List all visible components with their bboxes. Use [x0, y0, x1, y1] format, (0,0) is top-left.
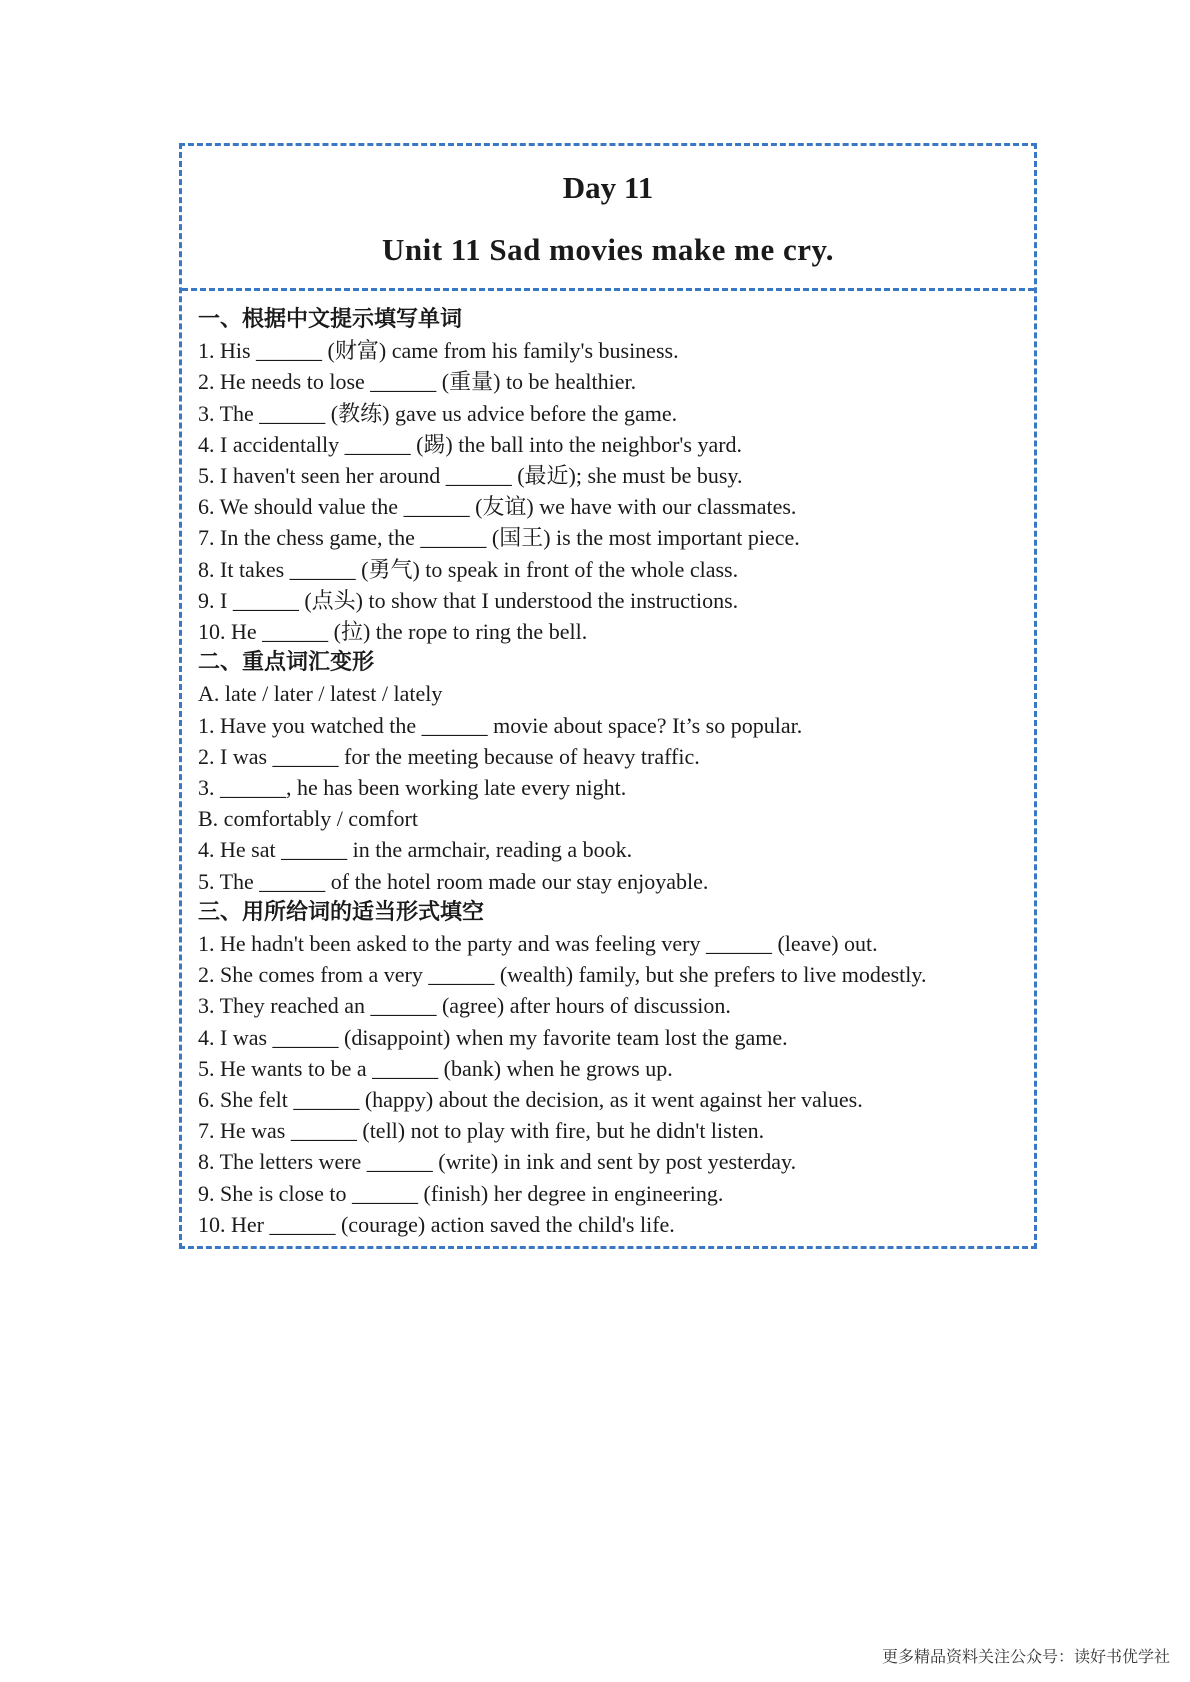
exercise-content	[198, 304, 1024, 1240]
footer-note: 更多精品资料关注公众号：读好书优学社	[881, 1647, 1170, 1666]
section3-item: 3. They reached an ______ (agree) after hours of discussion.	[198, 993, 731, 1019]
header-divider	[182, 288, 1034, 291]
section1-item: 4. I accidentally ______ (踢) the ball into the neighbor's yard.	[198, 431, 743, 457]
worksheet-frame	[179, 143, 1037, 1249]
section1-item: 8. It takes ______ (勇气) to speak in front of the whole class.	[198, 556, 739, 582]
section1-item: 1. His ______ (财富) came from his family's business.	[198, 338, 679, 364]
section1-item: 2. He needs to lose ______ (重量) to be healthier.	[198, 369, 637, 395]
section1-item: 10. He ______ (拉) the rope to ring the bell.	[198, 619, 588, 645]
section3-heading: 三、用所给词的适当形式填空	[198, 899, 485, 925]
section1-item: 3. The ______ (教练) gave us advice before the game.	[198, 400, 678, 426]
unit-title: Unit 11 Sad movies make me cry.	[381, 232, 835, 267]
section3-item: 6. She felt ______ (happy) about the decision, as it went against her values.	[198, 1087, 863, 1113]
section3-item: 7. He was ______ (tell) not to play with fire, but he didn't listen.	[198, 1118, 765, 1144]
section3-item: 1. He hadn't been asked to the party and was feeling very ______ (leave) out.	[198, 931, 878, 957]
section2-group-b: B. comfortably / comfort	[198, 806, 418, 832]
section2-item: 2. I was ______ for the meeting because of heavy traffic.	[198, 743, 700, 769]
section2-heading: 二、重点词汇变形	[198, 650, 375, 676]
section2-item: 1. Have you watched the ______ movie about space? It’s so popular.	[198, 712, 803, 738]
day-title: Day 11	[562, 170, 654, 205]
section1-heading: 一、根据中文提示填写单词	[198, 307, 463, 332]
section1-item: 6. We should value the ______ (友谊) we have with our classmates.	[198, 494, 797, 520]
section1-item: 5. I haven't seen her around ______ (最近); she must be busy.	[198, 463, 743, 489]
section2-item: 4. He sat ______ in the armchair, reading a book.	[198, 837, 633, 863]
section2-item: 3. ______, he has been working late every night.	[198, 775, 627, 801]
section2-item: 5. The ______ of the hotel room made our stay enjoyable.	[198, 868, 709, 894]
section1-item: 9. I ______ (点头) to show that I understood the instructions.	[198, 587, 739, 613]
section1-item: 7. In the chess game, the ______ (国王) is the most important piece.	[198, 525, 800, 551]
section3-item: 8. The letters were ______ (write) in ink and sent by post yesterday.	[198, 1149, 797, 1175]
section3-item: 10. Her ______ (courage) action saved the child's life.	[198, 1211, 675, 1237]
section3-item: 4. I was ______ (disappoint) when my favorite team lost the game.	[198, 1024, 788, 1050]
section3-item: 5. He wants to be a ______ (bank) when he grows up.	[198, 1055, 673, 1081]
section3-item: 9. She is close to ______ (finish) her degree in engineering.	[198, 1180, 724, 1206]
section3-item: 2. She comes from a very ______ (wealth) family, but she prefers to live modestly.	[198, 962, 927, 988]
section2-group-a: A. late / later / latest / lately	[198, 681, 443, 707]
